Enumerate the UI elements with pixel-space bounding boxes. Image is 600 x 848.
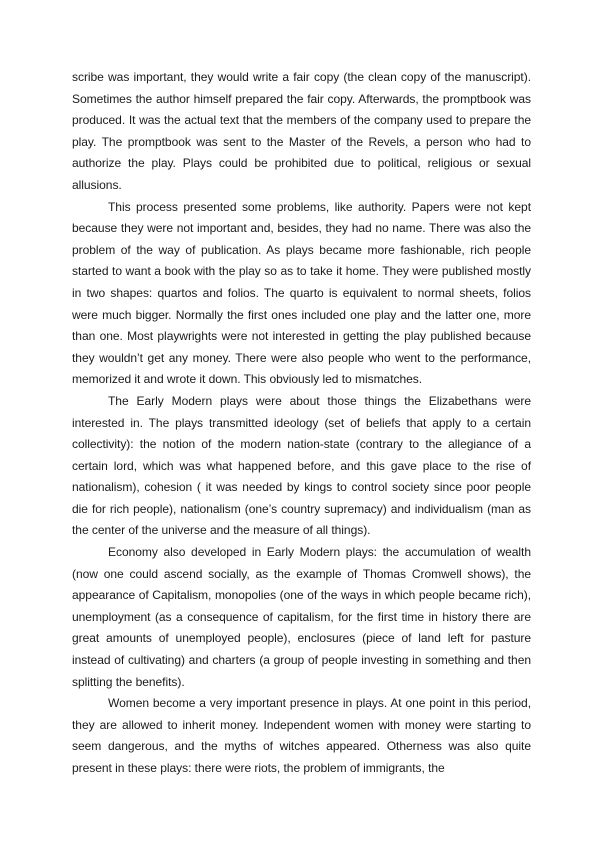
paragraph-women-otherness: Women become a very important presence in plays. At one point in this period, they are allowed to inherit money. Independent women with money were starting to seem dangerous, and the myths of witches appeared. Otherness was also quite present in these plays: there were riots, the problem of immigrants, the <box>72 696 531 775</box>
paragraph-publication-problems: This process presented some problems, like authority. Papers were not kept because they were not important and, besides, they had no name. There was also the problem of the way of publication. As plays became more fashionable, rich people started to want a book with the play so as to take it home. They were published mostly in two shapes: quartos and folios. The quarto is equivalent to normal sheets, folios were much bigger. Normally the first ones included one play and the latter one, more than one. Most playwrights were not interested in getting the play published because they wouldn’t get any money. There were also people who went to the performance, memorized it and wrote it down. This obviously led to mismatches. <box>72 199 531 387</box>
paragraph-ideology: The Early Modern plays were about those things the Elizabethans were interested in. The plays transmitted ideology (set of beliefs that apply to a certain collectivity): the notion of the modern nation-state (contrary to the allegiance of a certain lord, which was what happened before, and this gave place to the rise of nationalism), cohesion ( it was needed by kings to control society since poor people die for rich people), nationalism (one’s country supremacy) and individualism (man as the center of the universe and the measure of all things). <box>72 393 531 538</box>
paragraph-fair-copy-continuation: scribe was important, they would write a fair copy (the clean copy of the manuscript). Sometimes the author himself prepared the fair copy. Afterwards, the promptbook was produced. It was the actual text that the members of the company used to prepare the play. The promptbook was sent to the Master of the Revels, a person who had to authorize the play. Plays could be prohibited due to political, religious or sexual allusions. <box>72 70 531 192</box>
paragraph-economy: Economy also developed in Early Modern plays: the accumulation of wealth (now one could ascend socially, as the example of Thomas Cromwell shows), the appearance of Capitalism, monopolies (one of the ways in which people became rich), unemployment (as a consequence of capitalism, for the first time in history there are great amounts of unemployed people), enclosures (piece of land left for pasture instead of cultivating) and charters (a group of people investing in something and then splitting the benefits). <box>72 545 531 689</box>
